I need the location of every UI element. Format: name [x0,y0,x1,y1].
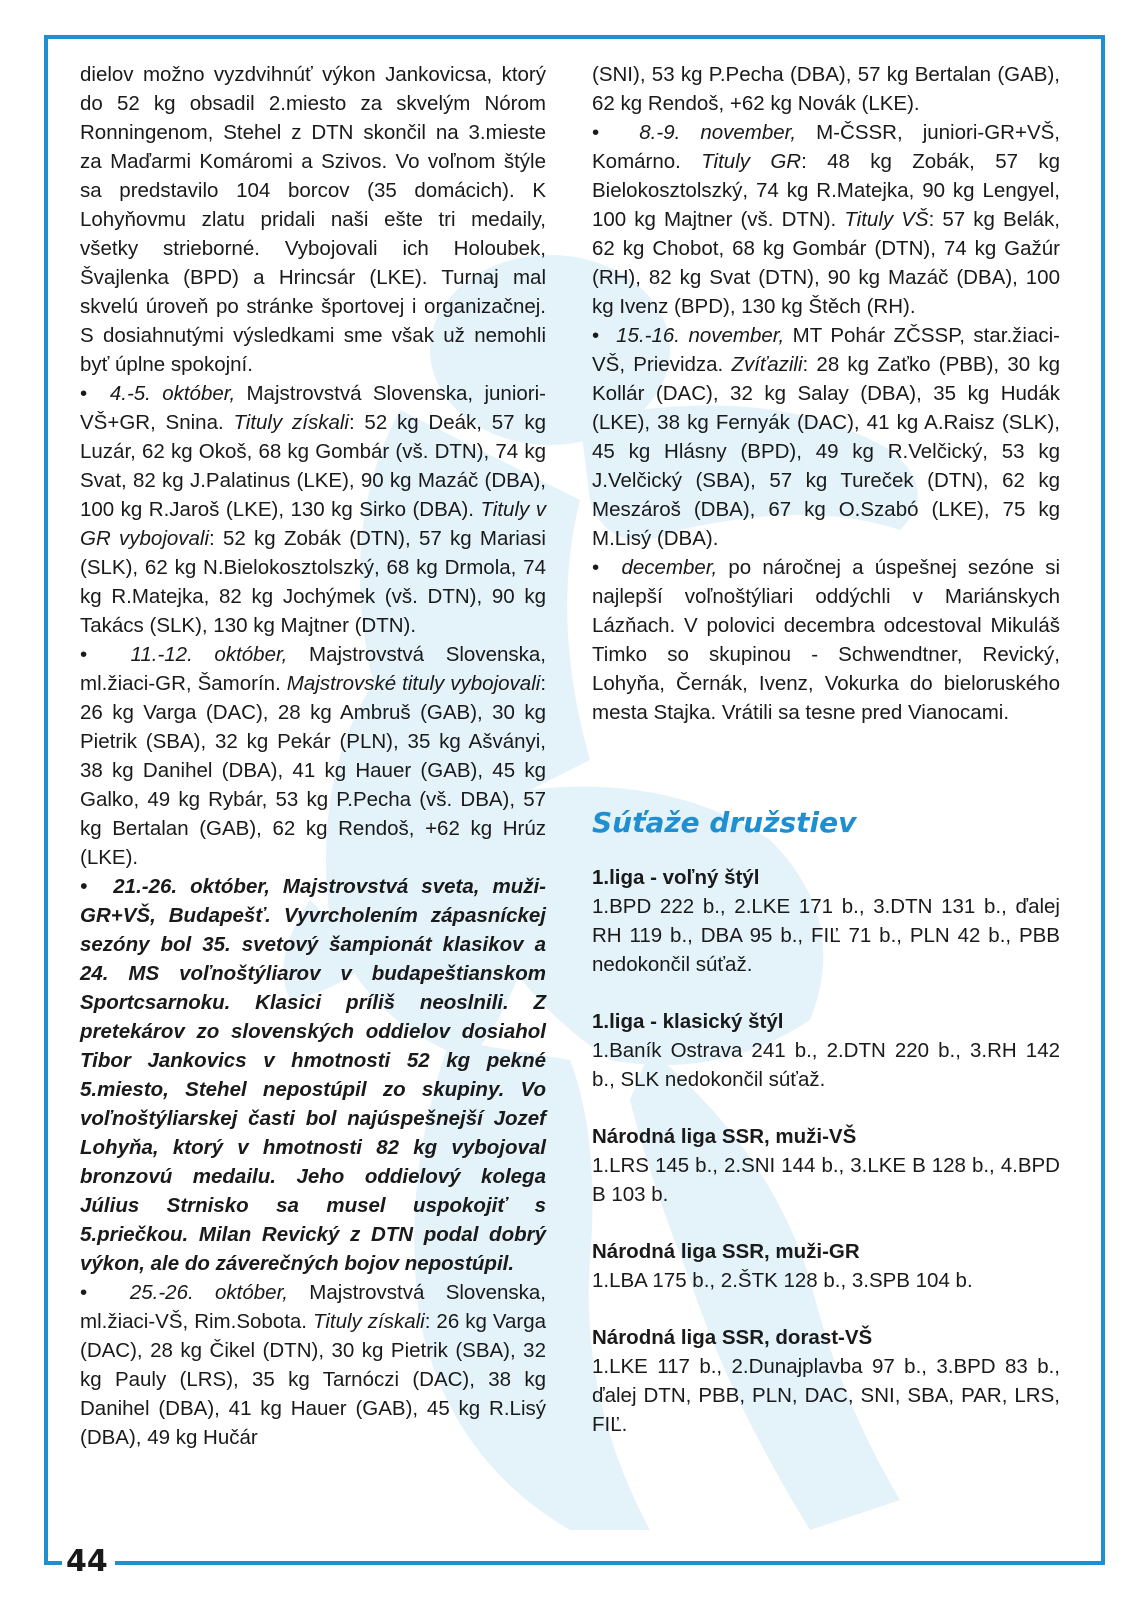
page-number: 44 [66,1544,108,1579]
event-date: 8.-9. november, [639,121,797,144]
event-date: december, [621,556,718,579]
league-results: 1.Baník Ostrava 241 b., 2.DTN 220 b., 3.RH 142 b., SLK nedokončil súťaž. [592,1039,1060,1091]
league-title: 1.liga - klasický štýl [592,1010,784,1033]
continued-paragraph: (SNI), 53 kg P.Pecha (DBA), 57 kg Bertalan (GAB), 62 kg Rendoš, +62 kg Novák (LKE). [592,63,1060,115]
event-date: 4.-5. október, [109,382,236,405]
frame-bottom-border [115,1561,1105,1565]
league-block [592,863,1060,979]
event-25-26-october: • 25.-26. október, Majstrovstvá Slovenska, ml.žiaci-VŠ, Rim.Sobota. Tituly získali: 26 kg Varga (DAC), 28 kg Čikel (DTN), 30 kg Pietrik (SBA), 32 kg Pauly (LRS), 35 kg Tarnóczi (DAC), 38 kg Danihel (DBA), 41 kg Hauer (GAB), 45 kg R.Lisý (DBA), 49 kg Hučár [80,1281,547,1449]
league-results: 1.BPD 222 b., 2.LKE 171 b., 3.DTN 131 b., ďalej RH 119 b., DBA 95 b., FIĽ 71 b., PLN 42 b., PBB nedokončil súťaž. [592,895,1060,976]
frame-top-border [44,35,1104,39]
league-block [592,1323,1060,1439]
right-column [592,60,1060,1467]
intro-paragraph: dielov možno vyzdvihnúť výkon Jankovicsa, ktorý do 52 kg obsadil 2.miesto za skvelým Nórom Ronningenom, Stehel z DTN skončil na 3.mieste za Maďarmi Komáromi a Szivos. Vo voľnom štýle sa predstavilo 104 borcov (35 domácich). K Lohyňovmu zlatu pridali naši ešte tri medaily, všetky strieborné. Vybojovali ich Holoubek, Švajlenka (BPD) a Hrincsár (LKE). Turnaj mal skvelú úroveň po stránke športovej i organizačnej. S dosiahnutými výsledkami sme však už nemohli byť úplne spokojní. [80,63,546,376]
event-11-12-october: • 11.-12. október, Majstrovstvá Slovenska, ml.žiaci-GR, Šamorín. Majstrovské tituly vybojovali: 26 kg Varga (DAC), 28 kg Ambruš (GAB), 30 kg Pietrik (SBA), 32 kg Pekár (PLN), 35 kg Ašványi, 38 kg Danihel (DBA), 41 kg Hauer (GAB), 45 kg Galko, 49 kg Rybár, 53 kg P.Pecha (vš. DBA), 57 kg Bertalan (GAB), 62 kg Rendoš, +62 kg Hrúz (LKE). [80,643,547,869]
event-world-championship: • 21.-26. október, Majstrovstvá sveta, muži-GR+VŠ, Budapešť. Vyvrcholením zápasníckej sezóny bol 35. svetový šampionát klasikov a 24. MS voľnoštýliarov v budapeštianskom Sportcsarnoku. Klasici príliš neoslnili. Z pretekárov zo slovenských oddielov dosiahol Tibor Jankovics v hmotnosti 52 kg pekné 5.miesto, Stehel nepostúpil zo skupiny. Vo voľnoštýliarskej časti bol najúspešnejší Jozef Lohyňa, ktorý v hmotnosti 82 kg vybojoval bronzovú medailu. Jeho oddielový kolega Július Strnisko sa musel uspokojiť s 5.priečkou. Milan Revický z DTN podal dobrý výkon, ale do záverečných bojov nepostúpil. [80,875,547,1275]
frame-bottom-left-border [44,1561,62,1565]
event-date: 15.-16. november, [616,324,785,347]
frame-left-border [44,35,48,1565]
league-title: 1.liga - voľný štýl [592,866,760,889]
league-results: 1.LBA 175 b., 2.ŠTK 128 b., 3.SPB 104 b. [592,1269,973,1292]
league-title: Národná liga SSR, muži-VŠ [592,1125,857,1148]
event-8-9-november: • 8.-9. november, M-ČSSR, juniori-GR+VŠ, Komárno. Tituly GR: 48 kg Zobák, 57 kg Bielokosztolszký, 74 kg R.Matejka, 90 kg Lengyel, 100 kg Majtner (vš. DTN). Tituly VŠ: 57 kg Belák, 62 kg Chobot, 68 kg Gombár (DTN), 74 kg Gažúr (RH), 82 kg Svat (DTN), 90 kg Mazáč (DBA), 100 kg Ivenz (BPD), 130 kg Štěch (RH). [592,121,1060,318]
left-column [80,60,546,1452]
league-block [592,1237,1060,1295]
league-title: Národná liga SSR, muži-GR [592,1240,860,1263]
event-december: • december, po náročnej a úspešnej sezóne si najlepší voľnoštýliari oddýchli v Mariánskych Lázňach. V polovici decembra odcestoval Mikuláš Timko so skupinou - Schwendtner, Revický, Lohyňa, Černák, Ivenz, Vokurka do bieloruského mesta Stajka. Vrátili sa tesne pred Vianocami. [592,556,1060,724]
league-block [592,1007,1060,1094]
league-block [592,1122,1060,1209]
league-title: Národná liga SSR, dorast-VŠ [592,1326,873,1349]
league-results: 1.LRS 145 b., 2.SNI 144 b., 3.LKE B 128 b., 4.BPD B 103 b. [592,1154,1060,1206]
event-15-16-november: • 15.-16. november, MT Pohár ZČSSP, star.žiaci-VŠ, Prievidza. Zvíťazili: 28 kg Zaťko (PBB), 30 kg Kollár (DAC), 32 kg Salay (DBA), 35 kg Hudák (LKE), 38 kg Fernyák (DAC), 41 kg A.Raisz (SLK), 45 kg Hlásny (BPD), 49 kg R.Velčický, 53 kg J.Velčický (SBA), 57 kg Tureček (DTN), 62 kg Meszároš (DBA), 67 kg O.Szabó (LKE), 75 kg M.Lisý (DBA). [592,324,1060,550]
event-4-5-october: • 4.-5. október, Majstrovstvá Slovenska, juniori-VŠ+GR, Snina. Tituly získali: 52 kg Deák, 57 kg Luzár, 62 kg Okoš, 68 kg Gombár (vš. DTN), 74 kg Svat, 82 kg J.Palatinus (LKE), 90 kg Mazáč (DBA), 100 kg R.Jaroš (LKE), 130 kg Sirko (DBA). Tituly v GR vybojovali: 52 kg Zobák (DTN), 57 kg Mariasi (SLK), 62 kg N.Bielokosztolszký, 68 kg Drmola, 74 kg R.Matejka, 82 kg Jochýmek (vš. DTN), 90 kg Takács (SLK), 130 kg Majtner (DTN). [80,382,546,637]
frame-right-border [1101,35,1105,1565]
section-title: Súťaže družstiev [592,806,857,839]
event-date: 25.-26. október, [129,1281,288,1304]
event-date: 11.-12. október, [130,643,288,666]
league-results: 1.LKE 117 b., 2.Dunajplavba 97 b., 3.BPD 83 b., ďalej DTN, PBB, PLN, DAC, SNI, SBA, PAR, LRS, FIĽ. [592,1355,1060,1436]
